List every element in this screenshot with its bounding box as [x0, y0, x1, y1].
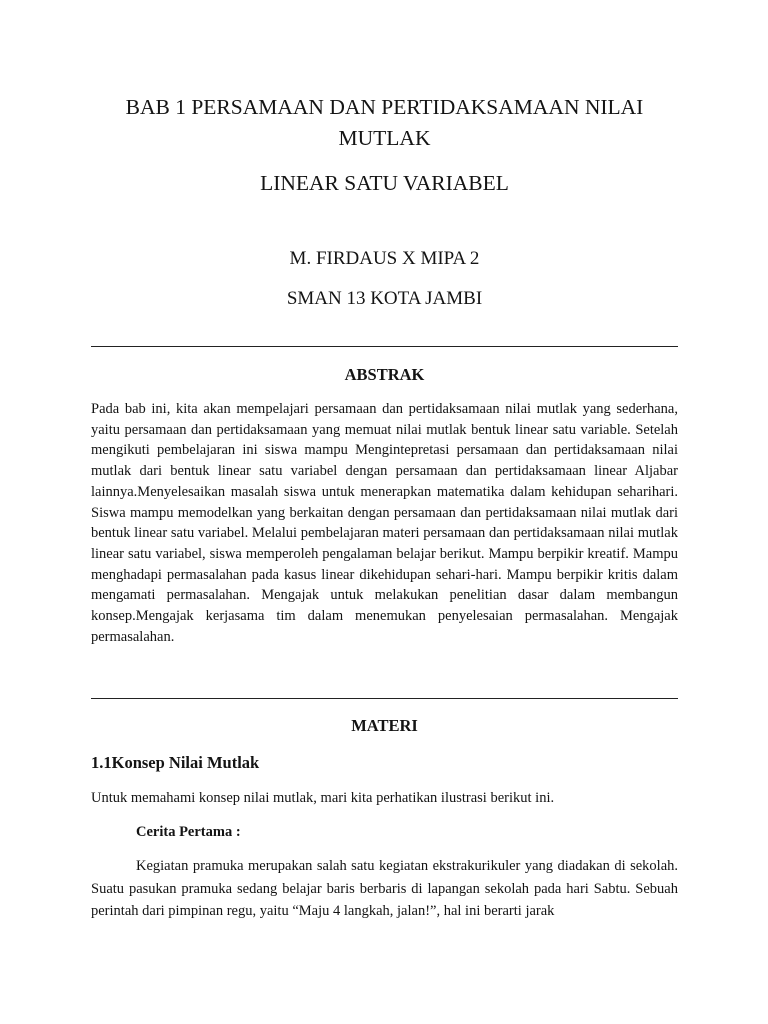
- abstract-body: Pada bab ini, kita akan mempelajari persamaan dan pertidaksamaan nilai mutlak yang sederhana, yaitu persamaan dan pertidaksamaan yang memuat nilai mutlak bentuk linear satu variable. Setelah mengikuti pembelajaran ini siswa mampu Mengintepretasi persamaan dan pertidaksamaan nilai mutlak dari bentuk linear satu variabel dengan persamaan dan pertidaksamaan linear Aljabar lainnya.Menyelesaikan masalah siswa untuk menerapkan matematika dalam kehidupan seharihari. Siswa mampu memodelkan yang berkaitan dengan persamaan dan pertidaksamaan nilai mutlak dari bentuk linear satu variabel. Melalui pembelajaran materi persamaan dan pertidaksamaan nilai mutlak linear satu variabel, siswa memperoleh pengalaman belajar berikut. Mampu berpikir kreatif. Mampu menghadapi permasalahan pada kasus linear dikehidupan sehari-hari. Mampu berpikir kritis dalam mengamati permasalahan. Mengajak untuk melakukan penelitian dasar dalam membangun konsep.Mengajak kerjasama tim dalam menemukan penyelesaian permasalahan. Mengajak permasalahan.: [91, 401, 678, 645]
- author-line: M. FIRDAUS X MIPA 2: [289, 248, 480, 269]
- school-line: SMAN 13 KOTA JAMBI: [286, 288, 483, 309]
- story-paragraph: Kegiatan pramuka merupakan salah satu kegiatan ekstrakurikuler yang diadakan di sekolah. Suatu pasukan pramuka sedang belajar baris berbaris di lapangan sekolah pada hari Sabtu. Sebuah perintah dari pimpinan regu, yaitu “Maju 4 langkah, jalan!”, hal ini berarti jarak: [91, 858, 678, 919]
- intro-paragraph: Untuk memahami konsep nilai mutlak, mari kita perhatikan ilustrasi berikut ini.: [91, 790, 555, 806]
- story-label: Cerita Pertama :: [136, 824, 241, 840]
- subsection-title: 1.1Konsep Nilai Mutlak: [91, 753, 260, 772]
- materi-heading: MATERI: [351, 716, 418, 735]
- document-page: [91, 0, 678, 1024]
- document-title: BAB 1 PERSAMAAN DAN PERTIDAKSAMAAN NILAI MUTLAK: [125, 95, 644, 150]
- divider-bottom: [91, 698, 678, 699]
- divider-top: [91, 346, 678, 347]
- document-subtitle: LINEAR SATU VARIABEL: [260, 171, 509, 195]
- abstract-heading: ABSTRAK: [344, 365, 425, 384]
